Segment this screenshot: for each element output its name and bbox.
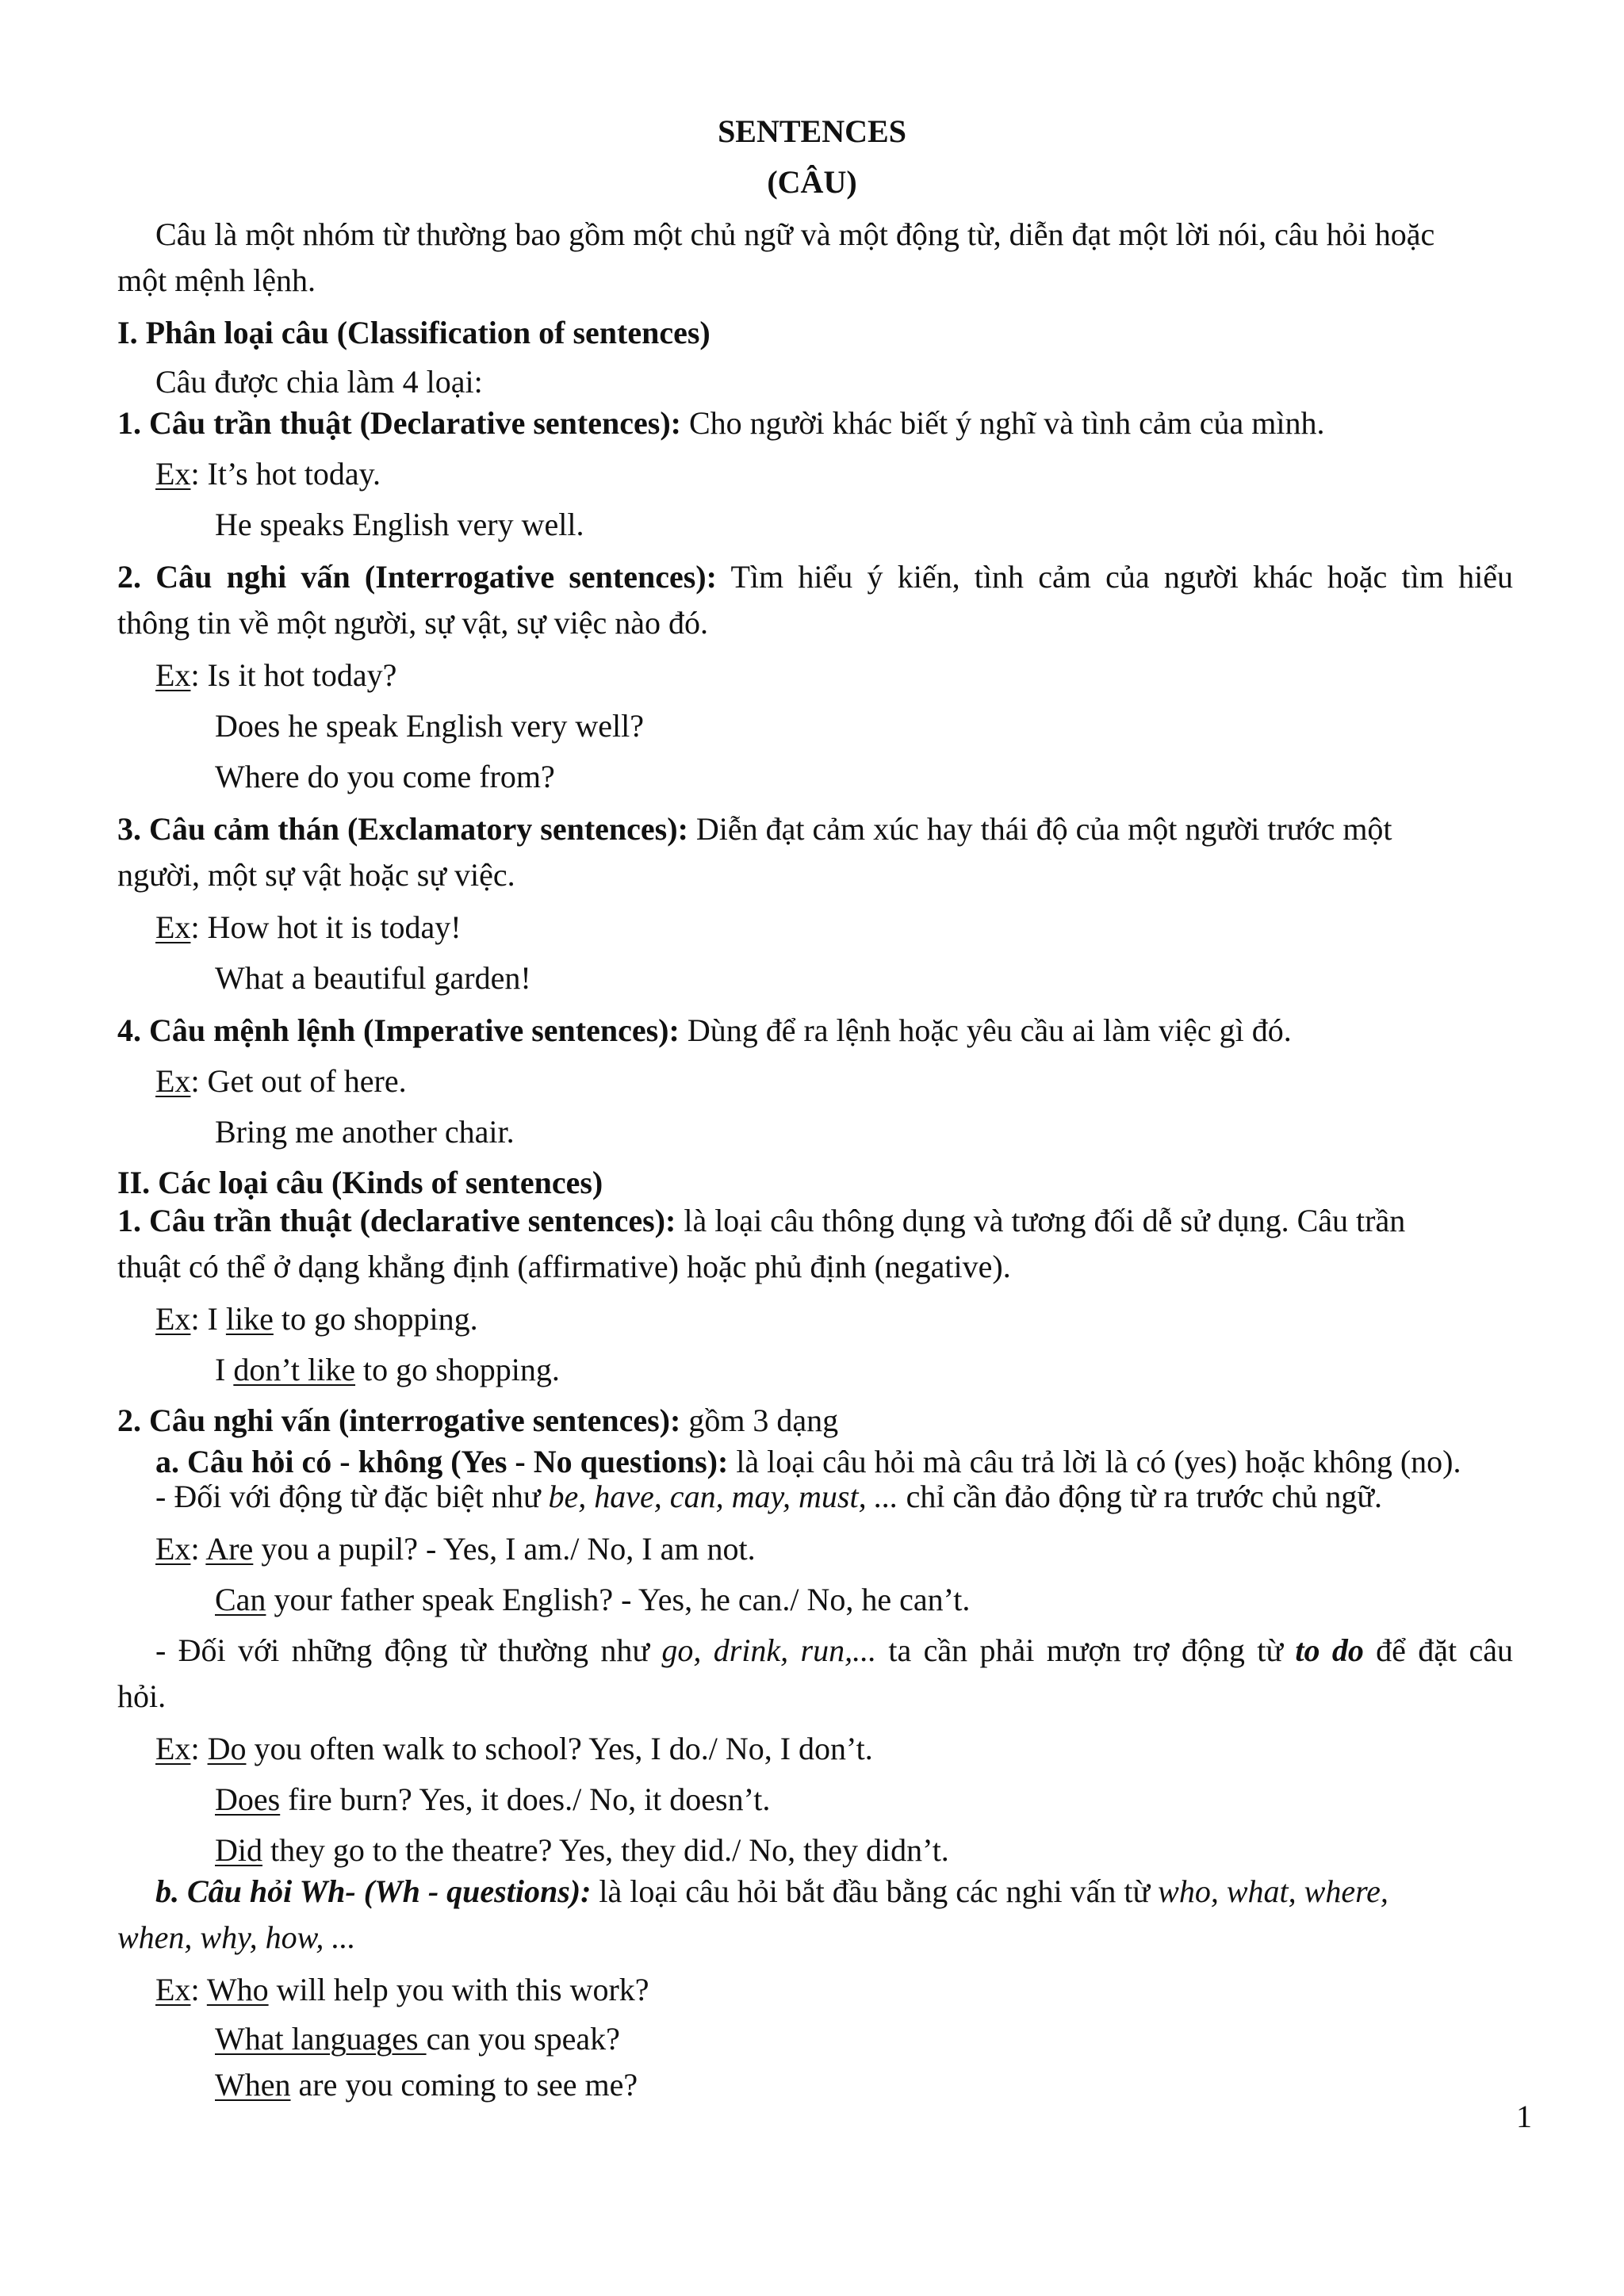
example-underlined: Are bbox=[205, 1531, 254, 1567]
s1-item3-title: 3. Câu cảm thán (Exclamatory sentences): bbox=[117, 811, 688, 847]
s2-item2b-desc-italic: who, what, where, bbox=[1158, 1873, 1388, 1909]
s2-item2a-example-5 bbox=[215, 1831, 949, 1869]
example-underlined: Can bbox=[215, 1582, 266, 1617]
example-text: I bbox=[215, 1352, 234, 1387]
s1-item4-line bbox=[117, 1012, 1292, 1050]
ex-label: Ex bbox=[155, 909, 191, 945]
example-text: : I bbox=[190, 1301, 226, 1337]
s1-item3-example-2: What a beautiful garden! bbox=[215, 960, 531, 996]
s1-item2-example-3: Where do you come from? bbox=[215, 759, 555, 794]
section1-lead: Câu được chia làm 4 loại: bbox=[155, 364, 483, 400]
s1-item1-example-2: He speaks English very well. bbox=[215, 507, 584, 542]
s2-item2a-rule-2 bbox=[155, 1632, 1513, 1670]
s1-item4-title: 4. Câu mệnh lệnh (Imperative sentences): bbox=[117, 1012, 680, 1048]
intro-line-2: một mệnh lệnh. bbox=[117, 262, 316, 298]
s1-item4-example-2: Bring me another chair. bbox=[215, 1114, 515, 1150]
s1-item3-line bbox=[117, 810, 1392, 848]
s2-item1-desc: là loại câu thông dụng và tương đối dễ sử dụng. Câu trần bbox=[676, 1203, 1406, 1238]
s1-item1-line bbox=[117, 404, 1325, 442]
rule-text: để đặt câu bbox=[1363, 1632, 1513, 1668]
s1-item2-title: 2. Câu nghi vấn (Interrogative sentences): bbox=[117, 559, 717, 595]
intro-line-1: Câu là một nhóm từ thường bao gồm một chủ ngữ và một động từ, diễn đạt một lời nói, câu hỏi hoặc bbox=[155, 216, 1435, 252]
example-underlined: What languages bbox=[215, 2021, 427, 2057]
example-underlined: Does bbox=[215, 1781, 281, 1817]
s1-item1-title: 1. Câu trần thuật (Declarative sentences): bbox=[117, 405, 681, 441]
page-title: SENTENCES bbox=[718, 113, 906, 149]
s2-item2a-rule-1 bbox=[155, 1478, 1382, 1516]
s1-item4-desc: Dùng để ra lệnh hoặc yêu cầu ai làm việc gì đó. bbox=[679, 1012, 1292, 1048]
s2-item2a-example-4 bbox=[215, 1781, 770, 1819]
example-underlined: When bbox=[215, 2067, 291, 2103]
s2-item1-desc-2: thuật có thể ở dạng khẳng định (affirmative) hoặc phủ định (negative). bbox=[117, 1249, 1011, 1284]
example-text: : bbox=[190, 1972, 207, 2007]
s2-item2a-example-3 bbox=[155, 1730, 873, 1768]
example-text: : How hot it is today! bbox=[190, 909, 462, 945]
rule-bold-italic: to do bbox=[1295, 1632, 1364, 1668]
example-text: you often walk to school? Yes, I do./ No, I don’t. bbox=[246, 1731, 873, 1766]
s2-item2-line bbox=[117, 1402, 838, 1440]
s2-item1-title: 1. Câu trần thuật (declarative sentences): bbox=[117, 1203, 676, 1238]
s1-item3-desc-2: người, một sự vật hoặc sự việc. bbox=[117, 857, 515, 893]
s2-item2b-title: b. Câu hỏi Wh- (Wh - questions): bbox=[155, 1873, 592, 1909]
rule-italic: be, have, can, may, must, ... bbox=[548, 1479, 898, 1514]
ex-label: Ex bbox=[155, 1731, 191, 1766]
example-text: to go shopping. bbox=[355, 1352, 560, 1387]
rule-italic: go, drink, run,... bbox=[661, 1632, 877, 1668]
example-text: will help you with this work? bbox=[268, 1972, 649, 2007]
s2-item2a-example-2 bbox=[215, 1581, 970, 1619]
s2-item1-example-2 bbox=[215, 1351, 560, 1389]
s1-item3-example-1 bbox=[155, 909, 462, 947]
example-text: : bbox=[190, 1531, 206, 1567]
s1-item2-example-2: Does he speak English very well? bbox=[215, 708, 644, 744]
page-number: 1 bbox=[1516, 2099, 1532, 2134]
example-underlined: Did bbox=[215, 1832, 262, 1868]
example-underlined: Who bbox=[206, 1972, 269, 2007]
s2-item2b-desc-2: when, why, how, ... bbox=[117, 1919, 356, 1955]
example-text: you a pupil? - Yes, I am./ No, I am not. bbox=[253, 1531, 756, 1567]
example-underlined: like bbox=[225, 1301, 274, 1337]
example-underlined: don’t like bbox=[233, 1352, 356, 1387]
example-text: can you speak? bbox=[426, 2021, 620, 2057]
example-text: : bbox=[190, 1731, 208, 1766]
s2-item2b-example-3 bbox=[215, 2066, 638, 2104]
s1-item2-desc-2: thông tin về một người, sự vật, sự việc nào đó. bbox=[117, 605, 708, 641]
s1-item2-line bbox=[117, 558, 1513, 596]
s1-item2-example-1 bbox=[155, 656, 396, 695]
ex-label: Ex bbox=[155, 1972, 191, 2007]
s2-item2b-example-2 bbox=[215, 2020, 620, 2058]
s2-item2b-example-1 bbox=[155, 1971, 649, 2009]
example-text: to go shopping. bbox=[273, 1301, 478, 1337]
ex-label: Ex bbox=[155, 1301, 191, 1337]
ex-label: Ex bbox=[155, 1531, 191, 1567]
s1-item1-desc: Cho người khác biết ý nghĩ và tình cảm của mình. bbox=[680, 405, 1325, 441]
example-text: your father speak English? - Yes, he can./ No, he can’t. bbox=[266, 1582, 971, 1617]
s1-item2-desc: Tìm hiểu ý kiến, tình cảm của người khác hoặc tìm hiểu bbox=[716, 559, 1513, 595]
section2-heading: II. Các loại câu (Kinds of sentences) bbox=[117, 1165, 603, 1200]
example-text: : Get out of here. bbox=[190, 1063, 407, 1099]
example-text: : Is it hot today? bbox=[190, 657, 397, 693]
example-text: they go to the theatre? Yes, they did./ No, they didn’t. bbox=[262, 1832, 949, 1868]
s2-item1-example-1 bbox=[155, 1300, 478, 1338]
s2-item2b-line bbox=[155, 1873, 1388, 1911]
rule-text: - Đối với những động từ thường như bbox=[155, 1632, 662, 1668]
section1-heading: I. Phân loại câu (Classification of sentences) bbox=[117, 315, 710, 350]
rule-text: chỉ cần đảo động từ ra trước chủ ngữ. bbox=[898, 1479, 1383, 1514]
s2-item2a-title: a. Câu hỏi có - không (Yes - No questions): bbox=[155, 1444, 729, 1479]
s1-item4-example-1 bbox=[155, 1062, 407, 1100]
ex-label: Ex bbox=[155, 456, 191, 492]
s2-item1-line bbox=[117, 1202, 1405, 1240]
page-subtitle: (CÂU) bbox=[767, 164, 857, 200]
example-text: : It’s hot today. bbox=[190, 456, 381, 492]
s2-item2a-line bbox=[155, 1443, 1461, 1481]
rule-text: - Đối với động từ đặc biệt như bbox=[155, 1479, 549, 1514]
s2-item2-title: 2. Câu nghi vấn (interrogative sentences): bbox=[117, 1402, 681, 1438]
s2-item2a-rule-2-cont: hỏi. bbox=[117, 1678, 167, 1714]
s2-item2a-example-1 bbox=[155, 1530, 756, 1568]
s2-item2a-desc: là loại câu hỏi mà câu trả lời là có (yes) hoặc không (no). bbox=[728, 1444, 1461, 1479]
rule-text: ta cần phải mượn trợ động từ bbox=[876, 1632, 1296, 1668]
s2-item2b-desc: là loại câu hỏi bắt đầu bằng các nghi vấn từ bbox=[591, 1873, 1159, 1909]
example-underlined: Do bbox=[207, 1731, 247, 1766]
s1-item1-example-1 bbox=[155, 455, 381, 493]
example-text: are you coming to see me? bbox=[290, 2067, 638, 2103]
example-text: fire burn? Yes, it does./ No, it doesn’t. bbox=[280, 1781, 771, 1817]
s2-item2-desc: gồm 3 dạng bbox=[680, 1402, 839, 1438]
ex-label: Ex bbox=[155, 657, 191, 693]
s1-item3-desc: Diễn đạt cảm xúc hay thái độ của một người trước một bbox=[688, 811, 1392, 847]
ex-label: Ex bbox=[155, 1063, 191, 1099]
